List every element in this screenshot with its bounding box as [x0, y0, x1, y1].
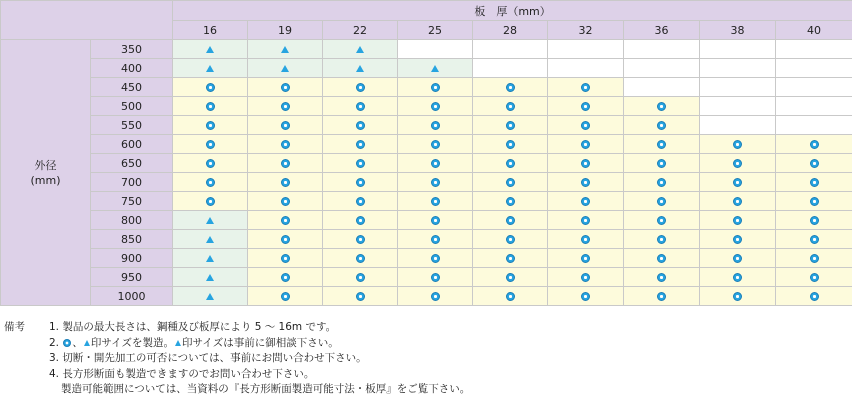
- triangle-icon: [206, 293, 214, 300]
- circle-icon: [810, 292, 819, 301]
- circle-icon: [506, 102, 515, 111]
- circle-icon: [581, 197, 590, 206]
- outer-diameter-label: [1, 40, 91, 306]
- circle-icon: [356, 102, 365, 111]
- table-row: [1, 268, 852, 287]
- table-row: [1, 116, 852, 135]
- cell-available: [548, 154, 624, 173]
- cell-available: [323, 268, 398, 287]
- circle-icon: [581, 140, 590, 149]
- circle-icon: [356, 197, 365, 206]
- cell-available: [624, 173, 700, 192]
- cell-empty: [700, 59, 776, 78]
- table-row: [1, 211, 852, 230]
- cell-available: [548, 135, 624, 154]
- circle-icon: [281, 197, 290, 206]
- cell-available: [323, 116, 398, 135]
- note-1: 1. 製品の最大長さは、鋼種及び板厚により 5 ～ 16m です。: [49, 321, 337, 333]
- circle-icon: [657, 197, 666, 206]
- circle-icon: [281, 140, 290, 149]
- note-4: 4. 長方形断面も製造できますのでお問い合わせ下さい。: [49, 367, 315, 380]
- cell-available: [700, 268, 776, 287]
- cell-available: [248, 78, 323, 97]
- cell-available: [323, 78, 398, 97]
- outer-diameter-value: 650: [91, 154, 173, 173]
- cell-available: [548, 249, 624, 268]
- outer-diameter-value: 450: [91, 78, 173, 97]
- circle-icon: [431, 140, 440, 149]
- cell-available: [173, 154, 248, 173]
- note-2-mid: 印サイズを製造。: [90, 336, 175, 349]
- circle-icon: [356, 140, 365, 149]
- note-2: 2. 、 印サイズを製造。 印サイズは事前に御相談下さい。: [49, 336, 339, 349]
- circle-icon: [810, 159, 819, 168]
- circle-icon: [657, 140, 666, 149]
- circle-icon: [281, 178, 290, 187]
- cell-available: [624, 287, 700, 306]
- cell-empty: [700, 116, 776, 135]
- circle-icon: [657, 159, 666, 168]
- circle-icon: [431, 159, 440, 168]
- cell-available: [700, 135, 776, 154]
- circle-icon: [281, 216, 290, 225]
- cell-available: [248, 287, 323, 306]
- outer-diameter-value: 550: [91, 116, 173, 135]
- cell-consult: [323, 59, 398, 78]
- cell-available: [776, 173, 852, 192]
- circle-icon: [733, 140, 742, 149]
- od-label-text: 外径: [34, 158, 57, 172]
- circle-icon: [657, 102, 666, 111]
- cell-available: [700, 230, 776, 249]
- cell-available: [700, 249, 776, 268]
- cell-empty: [776, 59, 852, 78]
- thickness-col-header: 36: [624, 21, 700, 40]
- cell-available: [700, 192, 776, 211]
- circle-icon: [657, 178, 666, 187]
- cell-available: [624, 154, 700, 173]
- notes-list: [4, 320, 844, 398]
- circle-icon: [206, 83, 215, 92]
- note-4-continued: 製造可能範囲については、当資料の『長方形断面製造可能寸法・板厚』をご覧下さい。: [61, 383, 471, 395]
- circle-icon: [431, 121, 440, 130]
- circle-icon: [657, 254, 666, 263]
- table-row: [1, 287, 852, 306]
- circle-icon: [281, 121, 290, 130]
- triangle-icon: [281, 65, 289, 72]
- cell-available: [624, 249, 700, 268]
- cell-consult: [398, 59, 473, 78]
- thickness-col-header: 40: [776, 21, 852, 40]
- cell-empty: [776, 40, 852, 59]
- circle-icon: [356, 254, 365, 263]
- cell-available: [173, 192, 248, 211]
- circle-icon: [431, 273, 440, 282]
- notes-section: [4, 320, 844, 398]
- cell-available: [173, 135, 248, 154]
- outer-diameter-value: 900: [91, 249, 173, 268]
- table-row: [1, 78, 852, 97]
- circle-icon: [431, 83, 440, 92]
- thickness-col-header: 28: [473, 21, 548, 40]
- cell-consult: [173, 211, 248, 230]
- circle-icon: [431, 216, 440, 225]
- circle-icon: [206, 121, 215, 130]
- cell-empty: [700, 97, 776, 116]
- corner-cell: [1, 1, 173, 40]
- cell-consult: [248, 40, 323, 59]
- circle-icon: [506, 235, 515, 244]
- circle-icon: [581, 102, 590, 111]
- cell-available: [173, 97, 248, 116]
- cell-available: [473, 154, 548, 173]
- cell-available: [323, 173, 398, 192]
- cell-available: [398, 78, 473, 97]
- cell-available: [776, 249, 852, 268]
- cell-available: [776, 211, 852, 230]
- table-row: [1, 154, 852, 173]
- circle-icon: [581, 216, 590, 225]
- cell-empty: [548, 59, 624, 78]
- circle-icon: [506, 83, 515, 92]
- outer-diameter-value: 600: [91, 135, 173, 154]
- circle-icon: [506, 178, 515, 187]
- circle-icon: [581, 235, 590, 244]
- cell-available: [173, 116, 248, 135]
- circle-icon: [356, 273, 365, 282]
- cell-available: [548, 211, 624, 230]
- cell-available: [776, 192, 852, 211]
- circle-icon: [281, 273, 290, 282]
- notes-title: 備考: [4, 321, 25, 333]
- circle-icon: [581, 254, 590, 263]
- circle-icon: [206, 102, 215, 111]
- cell-available: [624, 230, 700, 249]
- cell-available: [776, 268, 852, 287]
- cell-empty: [398, 40, 473, 59]
- table-row: [1, 40, 852, 59]
- cell-available: [248, 230, 323, 249]
- cell-consult: [173, 287, 248, 306]
- table-row: [1, 135, 852, 154]
- cell-available: [473, 78, 548, 97]
- outer-diameter-value: 700: [91, 173, 173, 192]
- circle-icon: [431, 102, 440, 111]
- triangle-icon: [206, 65, 214, 72]
- circle-icon: [206, 140, 215, 149]
- cell-available: [398, 268, 473, 287]
- circle-icon: [63, 339, 71, 347]
- cell-empty: [473, 59, 548, 78]
- cell-available: [624, 97, 700, 116]
- circle-icon: [581, 159, 590, 168]
- circle-icon: [733, 273, 742, 282]
- circle-icon: [733, 216, 742, 225]
- cell-empty: [776, 97, 852, 116]
- circle-icon: [206, 197, 215, 206]
- cell-available: [548, 287, 624, 306]
- cell-consult: [173, 230, 248, 249]
- circle-icon: [581, 83, 590, 92]
- cell-available: [173, 78, 248, 97]
- outer-diameter-value: 850: [91, 230, 173, 249]
- outer-diameter-value: 750: [91, 192, 173, 211]
- circle-icon: [506, 292, 515, 301]
- cell-available: [624, 192, 700, 211]
- cell-available: [398, 211, 473, 230]
- thickness-header: 板 厚（mm）: [173, 1, 852, 21]
- cell-available: [776, 230, 852, 249]
- cell-available: [248, 192, 323, 211]
- cell-available: [398, 154, 473, 173]
- cell-empty: [700, 78, 776, 97]
- cell-available: [398, 173, 473, 192]
- circle-icon: [657, 273, 666, 282]
- cell-available: [398, 230, 473, 249]
- cell-available: [323, 154, 398, 173]
- cell-available: [548, 78, 624, 97]
- triangle-icon: [206, 274, 214, 281]
- cell-available: [398, 249, 473, 268]
- circle-icon: [431, 292, 440, 301]
- cell-available: [323, 97, 398, 116]
- cell-available: [398, 116, 473, 135]
- cell-available: [548, 116, 624, 135]
- cell-available: [548, 192, 624, 211]
- circle-icon: [281, 254, 290, 263]
- circle-icon: [733, 159, 742, 168]
- circle-icon: [581, 121, 590, 130]
- circle-icon: [506, 121, 515, 130]
- table-row: [1, 59, 852, 78]
- cell-available: [398, 135, 473, 154]
- cell-available: [700, 287, 776, 306]
- note-2-prefix: 2.: [49, 336, 63, 349]
- circle-icon: [657, 235, 666, 244]
- table-row: [1, 97, 852, 116]
- outer-diameter-value: 500: [91, 97, 173, 116]
- cell-available: [248, 135, 323, 154]
- circle-icon: [657, 292, 666, 301]
- circle-icon: [810, 178, 819, 187]
- circle-icon: [810, 216, 819, 225]
- circle-icon: [506, 159, 515, 168]
- cell-available: [473, 287, 548, 306]
- cell-empty: [548, 40, 624, 59]
- circle-icon: [281, 83, 290, 92]
- thickness-col-header: 38: [700, 21, 776, 40]
- thickness-col-header: 19: [248, 21, 323, 40]
- cell-available: [473, 211, 548, 230]
- cell-available: [248, 249, 323, 268]
- triangle-icon: [206, 236, 214, 243]
- cell-empty: [473, 40, 548, 59]
- cell-consult: [323, 40, 398, 59]
- triangle-icon: [356, 46, 364, 53]
- cell-available: [248, 211, 323, 230]
- circle-icon: [431, 235, 440, 244]
- triangle-icon: [84, 340, 90, 346]
- cell-available: [398, 192, 473, 211]
- circle-icon: [657, 121, 666, 130]
- circle-icon: [356, 178, 365, 187]
- circle-icon: [431, 178, 440, 187]
- thickness-col-header: 32: [548, 21, 624, 40]
- cell-consult: [173, 249, 248, 268]
- thickness-col-header: 25: [398, 21, 473, 40]
- triangle-icon: [206, 255, 214, 262]
- circle-icon: [810, 235, 819, 244]
- circle-icon: [506, 216, 515, 225]
- circle-icon: [733, 235, 742, 244]
- cell-available: [776, 135, 852, 154]
- cell-available: [624, 135, 700, 154]
- cell-empty: [700, 40, 776, 59]
- outer-diameter-value: 800: [91, 211, 173, 230]
- circle-icon: [356, 292, 365, 301]
- cell-available: [624, 116, 700, 135]
- outer-diameter-value: 1000: [91, 287, 173, 306]
- cell-available: [548, 173, 624, 192]
- cell-available: [248, 154, 323, 173]
- circle-icon: [581, 292, 590, 301]
- cell-available: [248, 268, 323, 287]
- circle-icon: [506, 254, 515, 263]
- table-row: [1, 230, 852, 249]
- cell-available: [248, 173, 323, 192]
- cell-consult: [248, 59, 323, 78]
- circle-icon: [356, 121, 365, 130]
- circle-icon: [810, 140, 819, 149]
- cell-empty: [624, 59, 700, 78]
- cell-empty: [776, 78, 852, 97]
- cell-available: [473, 135, 548, 154]
- circle-icon: [581, 273, 590, 282]
- outer-diameter-value: 350: [91, 40, 173, 59]
- cell-available: [473, 268, 548, 287]
- cell-available: [323, 287, 398, 306]
- cell-available: [473, 230, 548, 249]
- table-row: [1, 173, 852, 192]
- cell-consult: [173, 268, 248, 287]
- cell-available: [473, 173, 548, 192]
- cell-empty: [624, 78, 700, 97]
- cell-consult: [173, 40, 248, 59]
- circle-icon: [356, 159, 365, 168]
- cell-available: [323, 230, 398, 249]
- cell-available: [323, 135, 398, 154]
- cell-available: [323, 249, 398, 268]
- circle-icon: [206, 178, 215, 187]
- circle-icon: [810, 254, 819, 263]
- circle-icon: [281, 102, 290, 111]
- note-3: 3. 切断・開先加工の可否については、事前にお問い合わせ下さい。: [49, 352, 367, 364]
- triangle-icon: [431, 65, 439, 72]
- cell-available: [700, 211, 776, 230]
- outer-diameter-value: 950: [91, 268, 173, 287]
- cell-available: [248, 116, 323, 135]
- circle-icon: [506, 197, 515, 206]
- cell-empty: [776, 116, 852, 135]
- cell-available: [398, 287, 473, 306]
- cell-available: [776, 154, 852, 173]
- cell-available: [624, 211, 700, 230]
- cell-available: [248, 97, 323, 116]
- circle-icon: [810, 273, 819, 282]
- cell-available: [473, 192, 548, 211]
- cell-available: [548, 97, 624, 116]
- circle-icon: [733, 197, 742, 206]
- cell-available: [624, 268, 700, 287]
- cell-available: [473, 249, 548, 268]
- circle-icon: [281, 235, 290, 244]
- circle-icon: [657, 216, 666, 225]
- cell-available: [323, 211, 398, 230]
- table-row: [1, 192, 852, 211]
- cell-available: [473, 116, 548, 135]
- cell-available: [173, 173, 248, 192]
- circle-icon: [356, 216, 365, 225]
- cell-available: [700, 154, 776, 173]
- triangle-icon: [356, 65, 364, 72]
- triangle-icon: [281, 46, 289, 53]
- circle-icon: [506, 273, 515, 282]
- circle-icon: [733, 292, 742, 301]
- circle-icon: [206, 159, 215, 168]
- cell-available: [548, 230, 624, 249]
- cell-available: [398, 97, 473, 116]
- note-2-suffix: 印サイズは事前に御相談下さい。: [182, 336, 339, 349]
- cell-available: [700, 173, 776, 192]
- circle-icon: [810, 197, 819, 206]
- triangle-icon: [175, 340, 181, 346]
- circle-icon: [506, 140, 515, 149]
- circle-icon: [733, 254, 742, 263]
- circle-icon: [356, 83, 365, 92]
- triangle-icon: [206, 46, 214, 53]
- cell-consult: [173, 59, 248, 78]
- outer-diameter-value: 400: [91, 59, 173, 78]
- circle-icon: [431, 197, 440, 206]
- thickness-col-header: 16: [173, 21, 248, 40]
- circle-icon: [581, 178, 590, 187]
- circle-icon: [281, 159, 290, 168]
- circle-icon: [431, 254, 440, 263]
- cell-available: [548, 268, 624, 287]
- cell-available: [323, 192, 398, 211]
- circle-icon: [281, 292, 290, 301]
- od-unit-text: (mm): [30, 173, 61, 187]
- circle-icon: [733, 178, 742, 187]
- cell-empty: [624, 40, 700, 59]
- circle-icon: [356, 235, 365, 244]
- triangle-icon: [206, 217, 214, 224]
- cell-available: [473, 97, 548, 116]
- table-row: [1, 249, 852, 268]
- cell-available: [776, 287, 852, 306]
- thickness-col-header: 22: [323, 21, 398, 40]
